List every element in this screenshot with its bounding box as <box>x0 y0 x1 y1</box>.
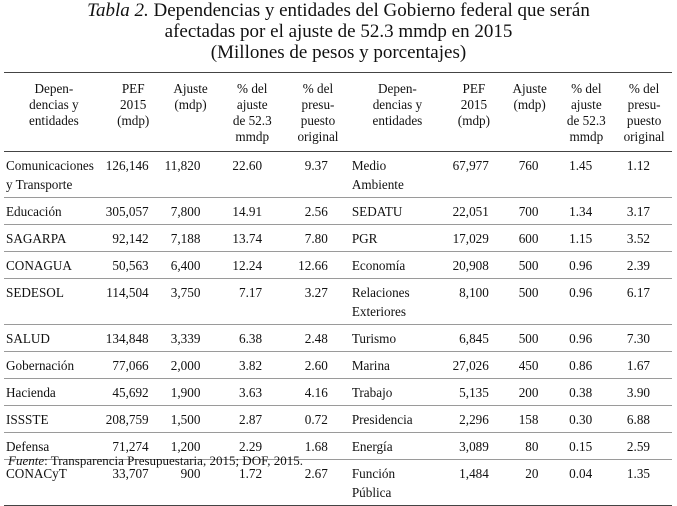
table-label: Tabla 2. <box>87 0 149 21</box>
header-pct-presupuesto-right: % del presu- puesto original <box>623 81 665 144</box>
header-ajuste-right: Ajuste (mdp) <box>512 81 547 112</box>
cell-pct-ajuste: 2.29 <box>218 433 286 460</box>
header-pct-presupuesto-left: % del presu- puesto original <box>297 81 339 144</box>
header-dependencia-left: Depen- dencias y entidades <box>28 81 79 128</box>
table-row <box>4 325 672 352</box>
header-pct-ajuste-right: % del ajuste de 52.3 mmdp <box>566 81 606 144</box>
cell-pct-ajuste: 3.63 <box>218 379 286 406</box>
header-pef-2015-left: PEF 2015 (mdp) <box>117 81 150 128</box>
cell-ajuste: 11,820 <box>163 152 219 198</box>
cell-pef-2015: 2,296 <box>445 406 503 433</box>
cell-dependencia: SALUD <box>4 325 104 352</box>
table-row <box>4 279 672 325</box>
cell-pct-presupuesto: 3.17 <box>616 198 672 225</box>
cell-dependencia: Turismo <box>350 325 445 352</box>
table-title <box>0 0 677 63</box>
cell-pef-2015: 17,029 <box>445 225 503 252</box>
cell-pef-2015: 8,100 <box>445 279 503 325</box>
table-row <box>4 252 672 279</box>
cell-pef-2015: 33,707 <box>104 460 163 506</box>
cell-pct-presupuesto: 2.60 <box>286 352 350 379</box>
cell-pef-2015: 45,692 <box>104 379 163 406</box>
cell-ajuste: 1,900 <box>163 379 219 406</box>
cell-pef-2015: 22,051 <box>445 198 503 225</box>
cell-pct-ajuste: 0.15 <box>556 433 616 460</box>
cell-pct-ajuste: 0.30 <box>556 406 616 433</box>
cell-pct-presupuesto: 3.27 <box>286 279 350 325</box>
cell-pct-ajuste: 1.34 <box>556 198 616 225</box>
cell-pef-2015: 67,977 <box>445 152 503 198</box>
cell-pct-presupuesto: 7.80 <box>286 225 350 252</box>
cell-pct-presupuesto: 3.52 <box>616 225 672 252</box>
cell-ajuste: 20 <box>503 460 557 506</box>
cell-pct-ajuste: 7.17 <box>218 279 286 325</box>
title-line-1-text: Dependencias y entidades del Gobierno federal que serán <box>153 0 590 21</box>
cell-pef-2015: 1,484 <box>445 460 503 506</box>
cell-dependencia: SAGARPA <box>4 225 104 252</box>
cell-ajuste: 2,000 <box>163 352 219 379</box>
table-row <box>4 406 672 433</box>
table-row <box>4 152 672 198</box>
cell-dependencia: Economía <box>350 252 445 279</box>
cell-ajuste: 7,800 <box>163 198 219 225</box>
cell-dependencia: SEDATU <box>350 198 445 225</box>
cell-ajuste: 1,500 <box>163 406 219 433</box>
cell-pct-presupuesto: 1.68 <box>286 433 350 460</box>
cell-pct-presupuesto: 7.30 <box>616 325 672 352</box>
cell-pct-presupuesto: 2.56 <box>286 198 350 225</box>
header-pct-ajuste-left: % del ajuste de 52.3 mmdp <box>232 81 272 144</box>
cell-dependencia: Función Pública <box>350 460 445 506</box>
cell-pct-ajuste: 1.72 <box>218 460 286 506</box>
cell-ajuste: 3,750 <box>163 279 219 325</box>
cell-dependencia: ISSSTE <box>4 406 104 433</box>
cell-pct-ajuste: 0.96 <box>556 252 616 279</box>
cell-pef-2015: 71,274 <box>104 433 163 460</box>
cell-pct-ajuste: 1.15 <box>556 225 616 252</box>
source-text: : Transparencia Presupuestaria, 2015; DOF, 2015. <box>44 453 304 468</box>
cell-pct-ajuste: 22.60 <box>218 152 286 198</box>
cell-pct-ajuste: 1.45 <box>556 152 616 198</box>
cell-dependencia: Relaciones Exteriores <box>350 279 445 325</box>
cell-pct-presupuesto: 1.12 <box>616 152 672 198</box>
cell-ajuste: 500 <box>503 279 557 325</box>
cell-dependencia: Hacienda <box>4 379 104 406</box>
header-pef-2015-right: PEF 2015 (mdp) <box>457 81 491 128</box>
cell-pef-2015: 27,026 <box>445 352 503 379</box>
header-ajuste-left: Ajuste (mdp) <box>173 81 208 112</box>
title-line-3: (Millones de pesos y porcentajes) <box>210 42 467 63</box>
cell-pct-ajuste: 0.38 <box>556 379 616 406</box>
cell-ajuste: 1,200 <box>163 433 219 460</box>
cell-pef-2015: 50,563 <box>104 252 163 279</box>
cell-ajuste: 158 <box>503 406 557 433</box>
cell-pct-presupuesto: 2.59 <box>616 433 672 460</box>
cell-dependencia: Presidencia <box>350 406 445 433</box>
title-line-2: afectadas por el ajuste de 52.3 mmdp en 2015 <box>164 21 513 42</box>
cell-ajuste: 7,188 <box>163 225 219 252</box>
cell-pct-ajuste: 13.74 <box>218 225 286 252</box>
cell-pef-2015: 3,089 <box>445 433 503 460</box>
cell-pct-presupuesto: 2.48 <box>286 325 350 352</box>
cell-dependencia: SEDESOL <box>4 279 104 325</box>
header-dependencia-right: Depen- dencias y entidades <box>372 81 423 128</box>
header-row <box>4 73 672 152</box>
cell-pef-2015: 92,142 <box>104 225 163 252</box>
cell-dependencia: Trabajo <box>350 379 445 406</box>
cell-pct-presupuesto: 3.90 <box>616 379 672 406</box>
cell-dependencia: Marina <box>350 352 445 379</box>
cell-dependencia: CONAGUA <box>4 252 104 279</box>
cell-pct-ajuste: 2.87 <box>218 406 286 433</box>
cell-ajuste: 900 <box>163 460 219 506</box>
cell-pct-ajuste: 0.96 <box>556 279 616 325</box>
cell-pct-presupuesto: 6.17 <box>616 279 672 325</box>
cell-pct-presupuesto: 0.72 <box>286 406 350 433</box>
cell-dependencia: Gobernación <box>4 352 104 379</box>
cell-dependencia: Comunicaciones y Transporte <box>4 152 104 198</box>
title-line-1 <box>0 0 677 21</box>
cell-ajuste: 6,400 <box>163 252 219 279</box>
cell-ajuste: 500 <box>503 252 557 279</box>
cell-ajuste: 760 <box>503 152 557 198</box>
cell-pef-2015: 5,135 <box>445 379 503 406</box>
table-row <box>4 379 672 406</box>
table-header <box>4 73 672 152</box>
table-row <box>4 225 672 252</box>
cell-ajuste: 600 <box>503 225 557 252</box>
cell-ajuste: 3,339 <box>163 325 219 352</box>
cell-dependencia: Educación <box>4 198 104 225</box>
table-row <box>4 198 672 225</box>
cell-pct-ajuste: 0.04 <box>556 460 616 506</box>
cell-ajuste: 80 <box>503 433 557 460</box>
cell-pef-2015: 208,759 <box>104 406 163 433</box>
cell-pct-ajuste: 12.24 <box>218 252 286 279</box>
cell-pct-presupuesto: 1.35 <box>616 460 672 506</box>
cell-pef-2015: 77,066 <box>104 352 163 379</box>
cell-ajuste: 450 <box>503 352 557 379</box>
cell-ajuste: 200 <box>503 379 557 406</box>
cell-pef-2015: 6,845 <box>445 325 503 352</box>
cell-pef-2015: 20,908 <box>445 252 503 279</box>
cell-dependencia: Medio Ambiente <box>350 152 445 198</box>
cell-pct-presupuesto: 6.88 <box>616 406 672 433</box>
table-row <box>4 352 672 379</box>
cell-pct-ajuste: 0.86 <box>556 352 616 379</box>
cell-pct-ajuste: 0.96 <box>556 325 616 352</box>
cell-pct-presupuesto: 1.67 <box>616 352 672 379</box>
cell-dependencia: CONACyT <box>4 460 104 506</box>
cell-pct-ajuste: 3.82 <box>218 352 286 379</box>
source-label: Fuente <box>8 453 45 468</box>
cell-pct-ajuste: 6.38 <box>218 325 286 352</box>
cell-dependencia: Defensa <box>4 433 104 460</box>
cell-pct-presupuesto: 12.66 <box>286 252 350 279</box>
cell-pct-presupuesto: 4.16 <box>286 379 350 406</box>
cell-pef-2015: 126,146 <box>104 152 163 198</box>
cell-dependencia: Energía <box>350 433 445 460</box>
source-note <box>8 453 303 469</box>
cell-pef-2015: 114,504 <box>104 279 163 325</box>
cell-pef-2015: 134,848 <box>104 325 163 352</box>
cell-pct-presupuesto: 9.37 <box>286 152 350 198</box>
cell-ajuste: 500 <box>503 325 557 352</box>
cell-pct-ajuste: 14.91 <box>218 198 286 225</box>
budget-table <box>4 72 672 506</box>
cell-pct-presupuesto: 2.39 <box>616 252 672 279</box>
cell-pct-presupuesto: 2.67 <box>286 460 350 506</box>
cell-ajuste: 700 <box>503 198 557 225</box>
cell-dependencia: PGR <box>350 225 445 252</box>
cell-pef-2015: 305,057 <box>104 198 163 225</box>
